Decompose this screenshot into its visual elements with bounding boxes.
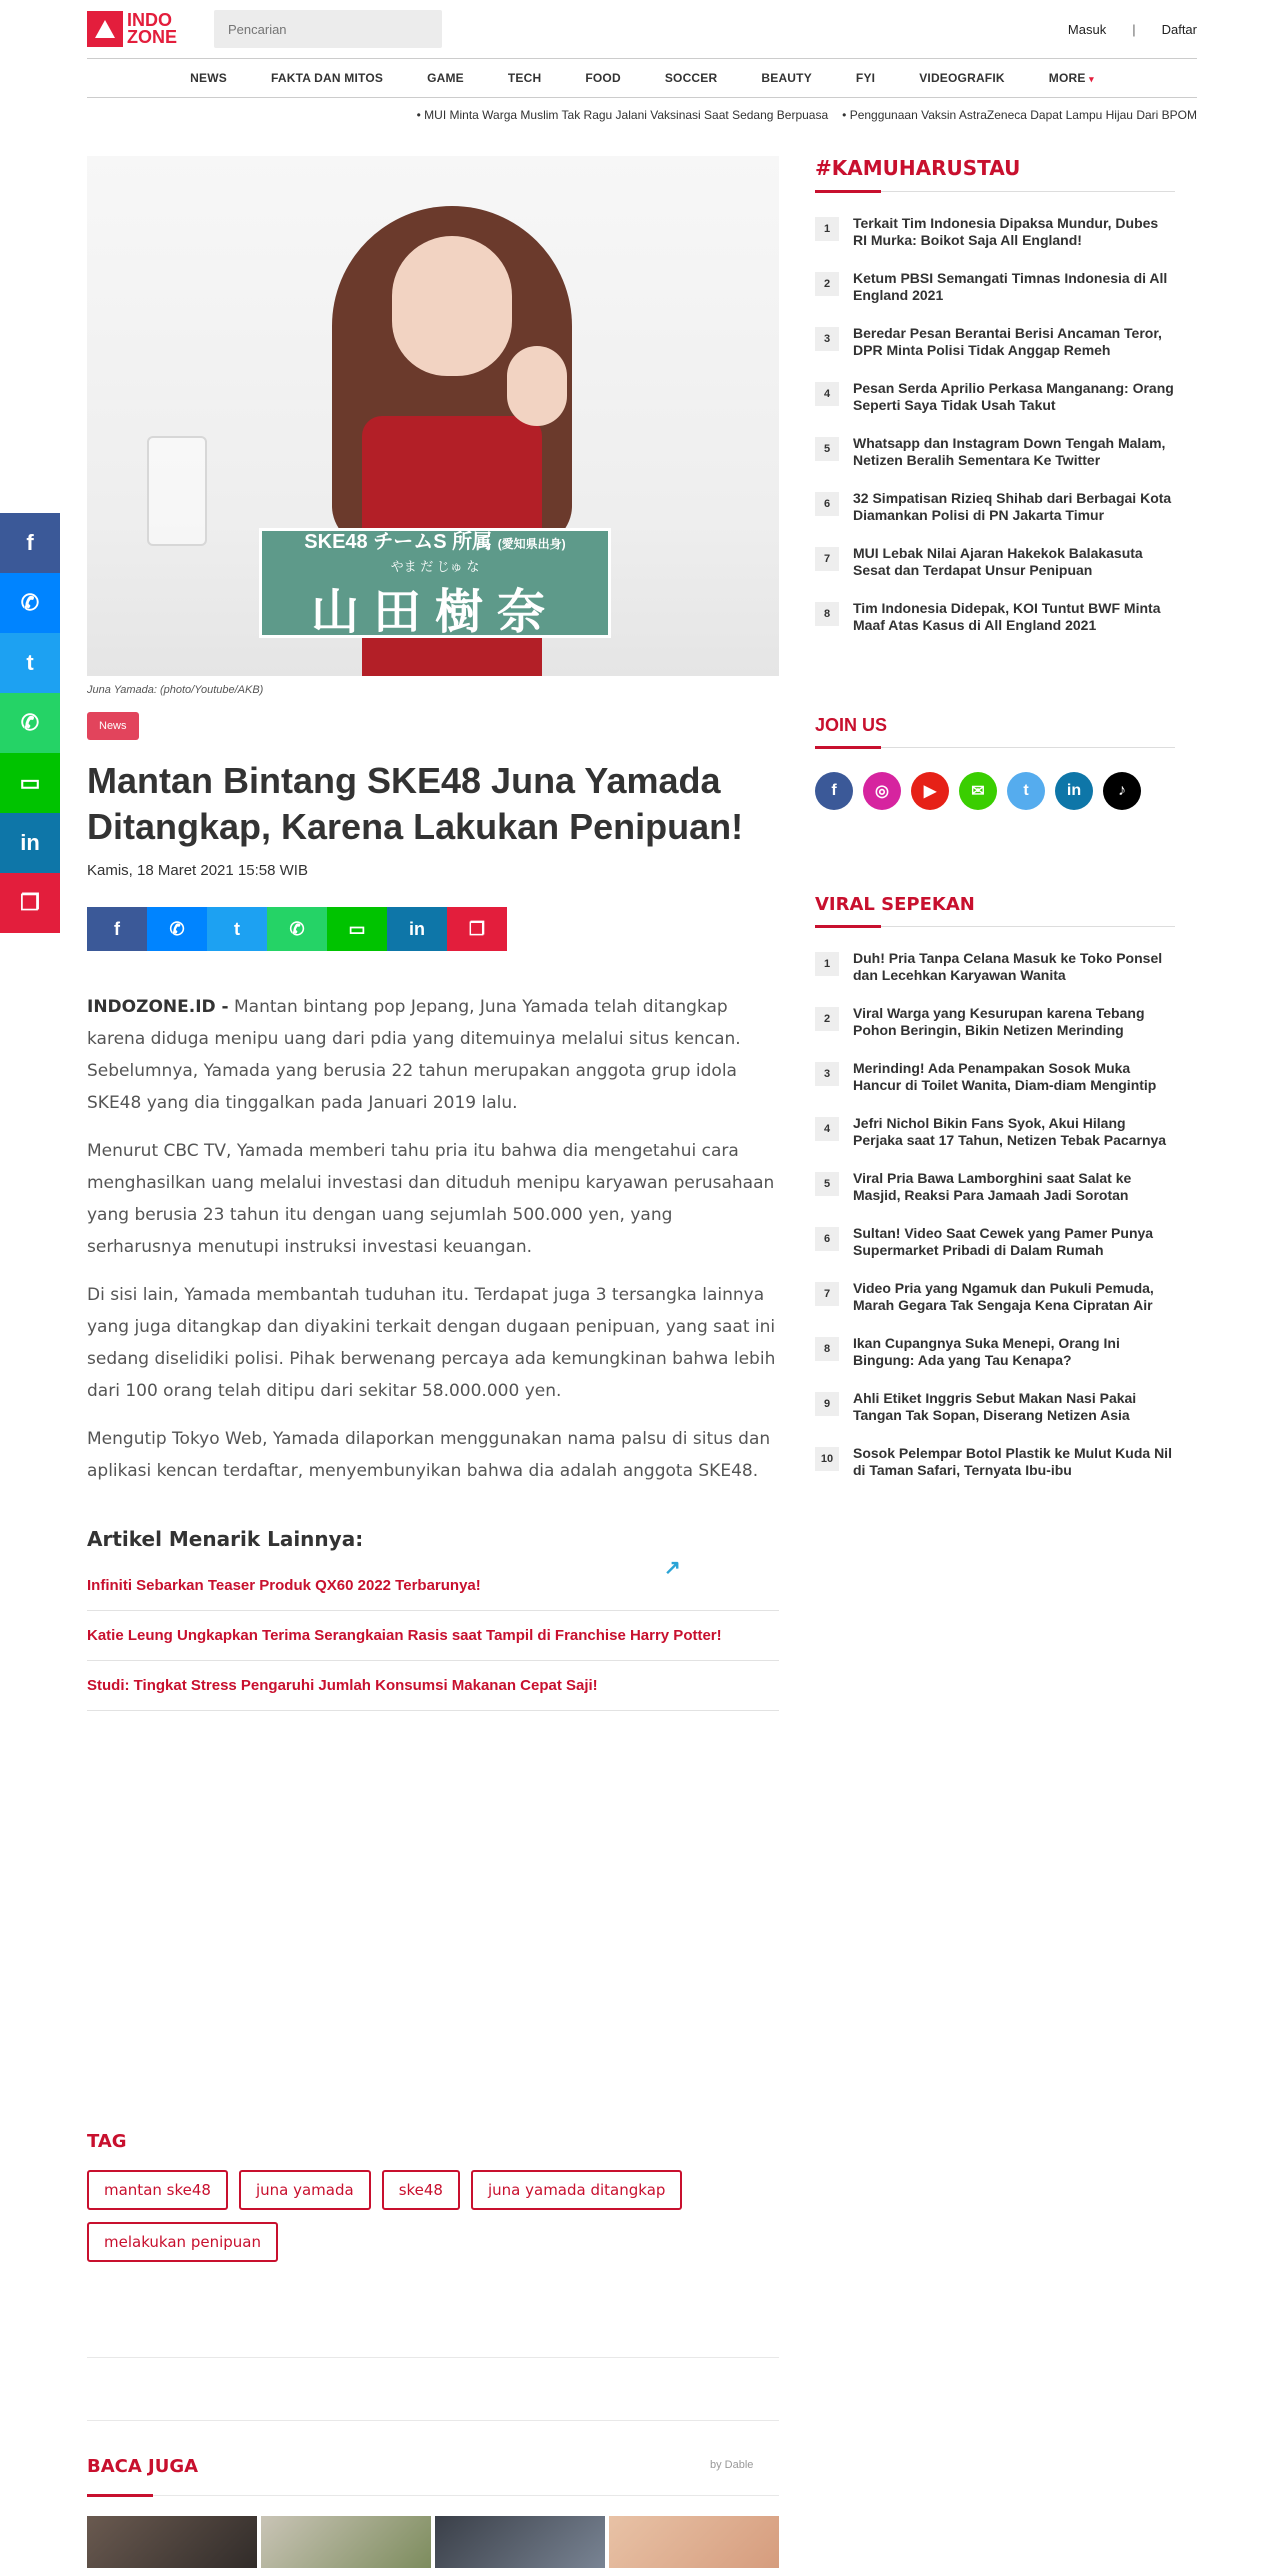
list-item-title: MUI Lebak Nilai Ajaran Hakekok Balakasuta Sesat dan Terdapat Unsur Penipuan xyxy=(853,545,1143,578)
line-icon: ▭ xyxy=(19,770,41,795)
list-item[interactable] xyxy=(815,1280,1175,1314)
rank-number: 8 xyxy=(815,602,839,626)
auth-separator: | xyxy=(1132,22,1136,37)
list-item[interactable] xyxy=(815,1225,1175,1259)
list-item[interactable] xyxy=(815,490,1175,524)
rank-number: 6 xyxy=(815,492,839,516)
list-item[interactable] xyxy=(815,1445,1175,1479)
copy-icon: ❐ xyxy=(20,890,40,915)
news-ticker xyxy=(417,108,1197,122)
rank-number: 1 xyxy=(815,217,839,241)
indozone-logo[interactable] xyxy=(87,9,195,49)
copy-link-button[interactable] xyxy=(0,873,60,933)
rank-number: 2 xyxy=(815,272,839,296)
list-item-title: Ikan Cupangnya Suka Menepi, Orang Ini Bingung: Ada yang Tau Kenapa? xyxy=(853,1335,1120,1368)
share-facebook-button[interactable] xyxy=(0,513,60,573)
tiktok-icon[interactable]: ♪ xyxy=(1103,772,1141,810)
whatsapp-icon: ✆ xyxy=(289,918,305,939)
copy-icon: ❐ xyxy=(468,918,486,939)
share-row xyxy=(87,907,779,951)
tag-chip[interactable]: ske48 xyxy=(382,2170,460,2210)
article-thumbnail[interactable] xyxy=(435,2516,605,2568)
register-link[interactable]: Daftar xyxy=(1161,22,1197,37)
nav-item-soccer[interactable]: SOCCER xyxy=(664,71,718,85)
tag-list xyxy=(87,2170,779,2262)
article-body xyxy=(87,991,779,1487)
nav-item-fakta-dan-mitos[interactable]: FAKTA DAN MITOS xyxy=(270,71,384,85)
nav-item-beauty[interactable]: BEAUTY xyxy=(761,71,812,85)
twitter-icon: t xyxy=(234,918,240,939)
list-item-title: Sultan! Video Saat Cewek yang Pamer Punya Supermarket Pribadi di Dalam Rumah xyxy=(853,1225,1154,1258)
facebook-icon[interactable]: f xyxy=(815,772,853,810)
list-item-title: Beredar Pesan Berantai Berisi Ancaman Teror, DPR Minta Polisi Tidak Anggap Remeh xyxy=(853,325,1162,358)
plate-line1b: (愛知県出身) xyxy=(497,536,566,551)
kamuharustau-heading: #KAMUHARUSTAU xyxy=(815,156,1021,180)
article-hero-image xyxy=(87,156,779,676)
related-heading: Artikel Menarik Lainnya: xyxy=(87,1527,364,1551)
copy-link-button[interactable] xyxy=(447,907,507,951)
logo-text-bottom: ZONE xyxy=(127,27,178,47)
paragraph xyxy=(87,991,779,1119)
rank-number: 6 xyxy=(815,1227,839,1251)
list-item-title: Duh! Pria Tanpa Celana Masuk ke Toko Ponsel dan Lecehkan Karyawan Wanita xyxy=(853,950,1163,983)
list-item-title: Whatsapp dan Instagram Down Tengah Malam, Netizen Beralih Sementara Ke Twitter xyxy=(853,435,1166,468)
share-line-button[interactable] xyxy=(0,753,60,813)
list-item[interactable] xyxy=(815,270,1175,304)
list-item-title: Viral Pria Bawa Lamborghini saat Salat ke Masjid, Reaksi Para Jamaah Jadi Sorotan xyxy=(853,1170,1132,1203)
list-item[interactable] xyxy=(815,215,1175,249)
social-links xyxy=(815,772,1175,810)
share-linkedin-button[interactable] xyxy=(0,813,60,873)
divider xyxy=(153,2495,779,2496)
plate-furigana: やま だ じゅ な xyxy=(390,558,480,574)
list-item[interactable] xyxy=(815,950,1175,984)
share-whatsapp-button[interactable] xyxy=(267,907,327,951)
share-facebook-button[interactable] xyxy=(87,907,147,951)
share-line-button[interactable] xyxy=(327,907,387,951)
divider xyxy=(87,2420,779,2421)
viral-heading: VIRAL SEPEKAN xyxy=(815,894,975,915)
related-link[interactable]: Infiniti Sebarkan Teaser Produk QX60 2022 Terbarunya! xyxy=(87,1569,779,1611)
share-messenger-button[interactable] xyxy=(0,573,60,633)
list-item-title: Merinding! Ada Penampakan Sosok Muka Hancur di Toilet Wanita, Diam-diam Mengintip xyxy=(853,1060,1157,1093)
kamuharustau-list xyxy=(815,215,1175,634)
join-us-widget xyxy=(815,715,1175,810)
plate-line1: SKE48 チームS 所属 xyxy=(304,530,493,553)
list-item-title: Pesan Serda Aprilio Perkasa Manganang: Orang Seperti Saya Tidak Usah Takut xyxy=(853,380,1174,413)
heading-underline xyxy=(87,2494,153,2497)
viral-list xyxy=(815,950,1175,1479)
caret-down-icon: ▾ xyxy=(1089,74,1094,84)
list-item[interactable] xyxy=(815,1115,1175,1149)
nav-item-news[interactable]: NEWS xyxy=(190,71,227,85)
search-input[interactable] xyxy=(214,10,442,48)
nav-item-fyi[interactable]: FYI xyxy=(855,71,876,85)
baca-juga-thumbnails xyxy=(87,2516,779,2568)
list-item[interactable] xyxy=(815,1335,1175,1369)
rank-number: 4 xyxy=(815,1117,839,1141)
logo-text-top: INDO xyxy=(127,10,172,30)
nav-item-videografik[interactable]: VIDEOGRAFIK xyxy=(919,71,1005,85)
list-item-title: Ketum PBSI Semangati Timnas Indonesia di All England 2021 xyxy=(853,270,1168,303)
rank-number: 3 xyxy=(815,1062,839,1086)
twitter-icon[interactable]: t xyxy=(1007,772,1045,810)
nav-more-label: MORE xyxy=(1048,71,1086,85)
rank-number: 7 xyxy=(815,1282,839,1306)
paragraph-text: Mantan bintang pop Jepang, Juna Yamada telah ditangkap karena diduga menipu uang dari pdia yang ditemuinya melalui situs kencan. Sebelumnya, Yamada yang berusia 22 tahun merupakan anggota grup idola SKE48 yang dia tinggalkan pada Januari 2019 lalu. xyxy=(87,997,741,1113)
nav-item-game[interactable]: GAME xyxy=(427,71,464,85)
plate-name: 山田樹奈 xyxy=(310,585,559,639)
related-link[interactable]: Katie Leung Ungkapkan Terima Serangkaian Rasis saat Tampil di Franchise Harry Potter! xyxy=(87,1619,779,1661)
list-item-title: Ahli Etiket Inggris Sebut Makan Nasi Pakai Tangan Tak Sopan, Diserang Netizen Asia xyxy=(853,1390,1137,1423)
category-badge[interactable]: News xyxy=(87,712,139,740)
list-item[interactable] xyxy=(815,1390,1175,1424)
baca-juga-heading: BACA JUGA xyxy=(87,2456,199,2477)
heading-underline xyxy=(815,746,1175,749)
trending-icon[interactable]: ↗ xyxy=(664,1557,681,1579)
glass-shape xyxy=(147,436,207,546)
paragraph: Di sisi lain, Yamada membantah tuduhan itu. Terdapat juga 3 tersangka lainnya yang juga ditangkap dan diyakini terkait dengan dugaan penipuan, yang saat ini sedang diselidiki polisi. Pihak berwenang percaya ada kemungkinan bahwa lebih dari 100 orang telah ditipu dari sekitar 58.000.000 yen. xyxy=(87,1285,776,1401)
linkedin-icon[interactable]: in xyxy=(1055,772,1093,810)
heading-underline xyxy=(815,190,1175,193)
logo-mark-icon xyxy=(87,11,123,47)
twitter-icon: t xyxy=(26,650,34,675)
related-list xyxy=(87,1569,779,1711)
tag-chip[interactable]: juna yamada ditangkap xyxy=(471,2170,682,2210)
list-item[interactable] xyxy=(815,325,1175,359)
kamuharustau-widget xyxy=(815,156,1175,655)
list-item[interactable] xyxy=(815,380,1175,414)
paragraph: Menurut CBC TV, Yamada memberi tahu pria itu bahwa dia mengetahui cara menghasilkan uang melalui investasi dan dituduh menipu karyawan perusahaan yang berusia 23 tahun itu dengan uang sejumlah 500.000 yen, yang serharusnya menutupi instruksi investasi keuangan. xyxy=(87,1141,775,1257)
rank-number: 1 xyxy=(815,952,839,976)
messenger-icon: ✆ xyxy=(169,918,185,939)
share-twitter-button[interactable] xyxy=(207,907,267,951)
list-item-title: Sosok Pelempar Botol Plastik ke Mulut Kuda Nil di Taman Safari, Ternyata Ibu-ibu xyxy=(853,1445,1172,1478)
list-item-title: Video Pria yang Ngamuk dan Pukuli Pemuda, Marah Gegara Tak Sengaja Kena Cipratan Air xyxy=(853,1280,1154,1313)
list-item[interactable] xyxy=(815,1060,1175,1094)
line-icon[interactable]: ✉ xyxy=(959,772,997,810)
related-link[interactable]: Studi: Tingkat Stress Pengaruhi Jumlah Konsumsi Makanan Cepat Saji! xyxy=(87,1669,779,1711)
divider xyxy=(87,2357,779,2358)
name-plate xyxy=(259,528,611,638)
tag-chip[interactable]: juna yamada xyxy=(239,2170,371,2210)
site-header xyxy=(87,0,1197,58)
article-lead: INDOZONE.ID - xyxy=(87,997,229,1017)
ticker-item[interactable]: • Penggunaan Vaksin AstraZeneca Dapat Lampu Hijau Dari BPOM xyxy=(842,108,1197,122)
list-item-title: Jefri Nichol Bikin Fans Syok, Akui Hilang Perjaka saat 17 Tahun, Netizen Tebak Pacarnya xyxy=(853,1115,1167,1148)
list-item-title: Viral Warga yang Kesurupan karena Tebang Pohon Beringin, Bikin Netizen Merinding xyxy=(853,1005,1145,1038)
rank-number: 2 xyxy=(815,1007,839,1031)
linkedin-icon: in xyxy=(409,918,425,939)
list-item[interactable] xyxy=(815,1005,1175,1039)
facebook-icon: f xyxy=(26,530,34,555)
rank-number: 5 xyxy=(815,437,839,461)
rank-number: 3 xyxy=(815,327,839,351)
article-thumbnail[interactable] xyxy=(87,2516,257,2568)
list-item[interactable] xyxy=(815,1170,1175,1204)
youtube-icon[interactable]: ▶ xyxy=(911,772,949,810)
nav-item-more[interactable] xyxy=(1027,71,1116,85)
list-item-title: 32 Simpatisan Rizieq Shihab dari Berbagai Kota Diamankan Polisi di PN Jakarta Timur xyxy=(853,490,1172,523)
paragraph: Mengutip Tokyo Web, Yamada dilaporkan menggunakan nama palsu di situs dan aplikasi kencan terdaftar, menyembunyikan bahwa dia adalah anggota SKE48. xyxy=(87,1429,771,1481)
share-whatsapp-button[interactable] xyxy=(0,693,60,753)
rank-number: 10 xyxy=(815,1447,839,1471)
login-link[interactable]: Masuk xyxy=(1067,22,1107,37)
share-linkedin-button[interactable] xyxy=(387,907,447,951)
article-thumbnail[interactable] xyxy=(609,2516,779,2568)
image-caption: Juna Yamada: (photo/Youtube/AKB) xyxy=(87,684,264,696)
article-column xyxy=(87,156,779,1719)
tag-chip[interactable]: melakukan penipuan xyxy=(87,2222,278,2262)
rank-number: 5 xyxy=(815,1172,839,1196)
instagram-icon[interactable]: ◎ xyxy=(863,772,901,810)
article-date: Kamis, 18 Maret 2021 15:58 WIB xyxy=(87,862,308,879)
rank-number: 9 xyxy=(815,1392,839,1416)
list-item-title: Terkait Tim Indonesia Dipaksa Mundur, Dubes RI Murka: Boikot Saja All England! xyxy=(853,215,1159,248)
floating-share-bar xyxy=(0,513,60,933)
share-twitter-button[interactable] xyxy=(0,633,60,693)
messenger-icon: ✆ xyxy=(20,590,40,615)
list-item[interactable] xyxy=(815,435,1175,469)
whatsapp-icon: ✆ xyxy=(20,710,40,735)
linkedin-icon: in xyxy=(20,830,40,855)
line-icon: ▭ xyxy=(348,918,366,939)
heading-underline xyxy=(815,925,1175,928)
share-messenger-button[interactable] xyxy=(147,907,207,951)
viral-sepekan-widget xyxy=(815,894,1175,1500)
main-nav xyxy=(87,58,1197,98)
article-title: Mantan Bintang SKE48 Juna Yamada Ditangkap, Karena Lakukan Penipuan! xyxy=(87,760,744,847)
tag-chip[interactable]: mantan ske48 xyxy=(87,2170,228,2210)
auth-links xyxy=(1068,22,1197,37)
article-thumbnail[interactable] xyxy=(261,2516,431,2568)
list-item[interactable] xyxy=(815,545,1175,579)
ticker-item[interactable]: • MUI Minta Warga Muslim Tak Ragu Jalani Vaksinasi Saat Sedang Berpuasa xyxy=(417,108,829,122)
dable-credit[interactable]: by Dable xyxy=(710,2459,754,2471)
list-item-title: Tim Indonesia Didepak, KOI Tuntut BWF Minta Maaf Atas Kasus di All England 2021 xyxy=(853,600,1161,633)
rank-number: 7 xyxy=(815,547,839,571)
rank-number: 8 xyxy=(815,1337,839,1361)
facebook-icon: f xyxy=(114,918,120,939)
tag-heading: TAG xyxy=(87,2131,127,2152)
join-us-heading: JOIN US xyxy=(815,715,888,735)
nav-item-food[interactable]: FOOD xyxy=(585,71,621,85)
list-item[interactable] xyxy=(815,600,1175,634)
nav-item-tech[interactable]: TECH xyxy=(507,71,542,85)
rank-number: 4 xyxy=(815,382,839,406)
